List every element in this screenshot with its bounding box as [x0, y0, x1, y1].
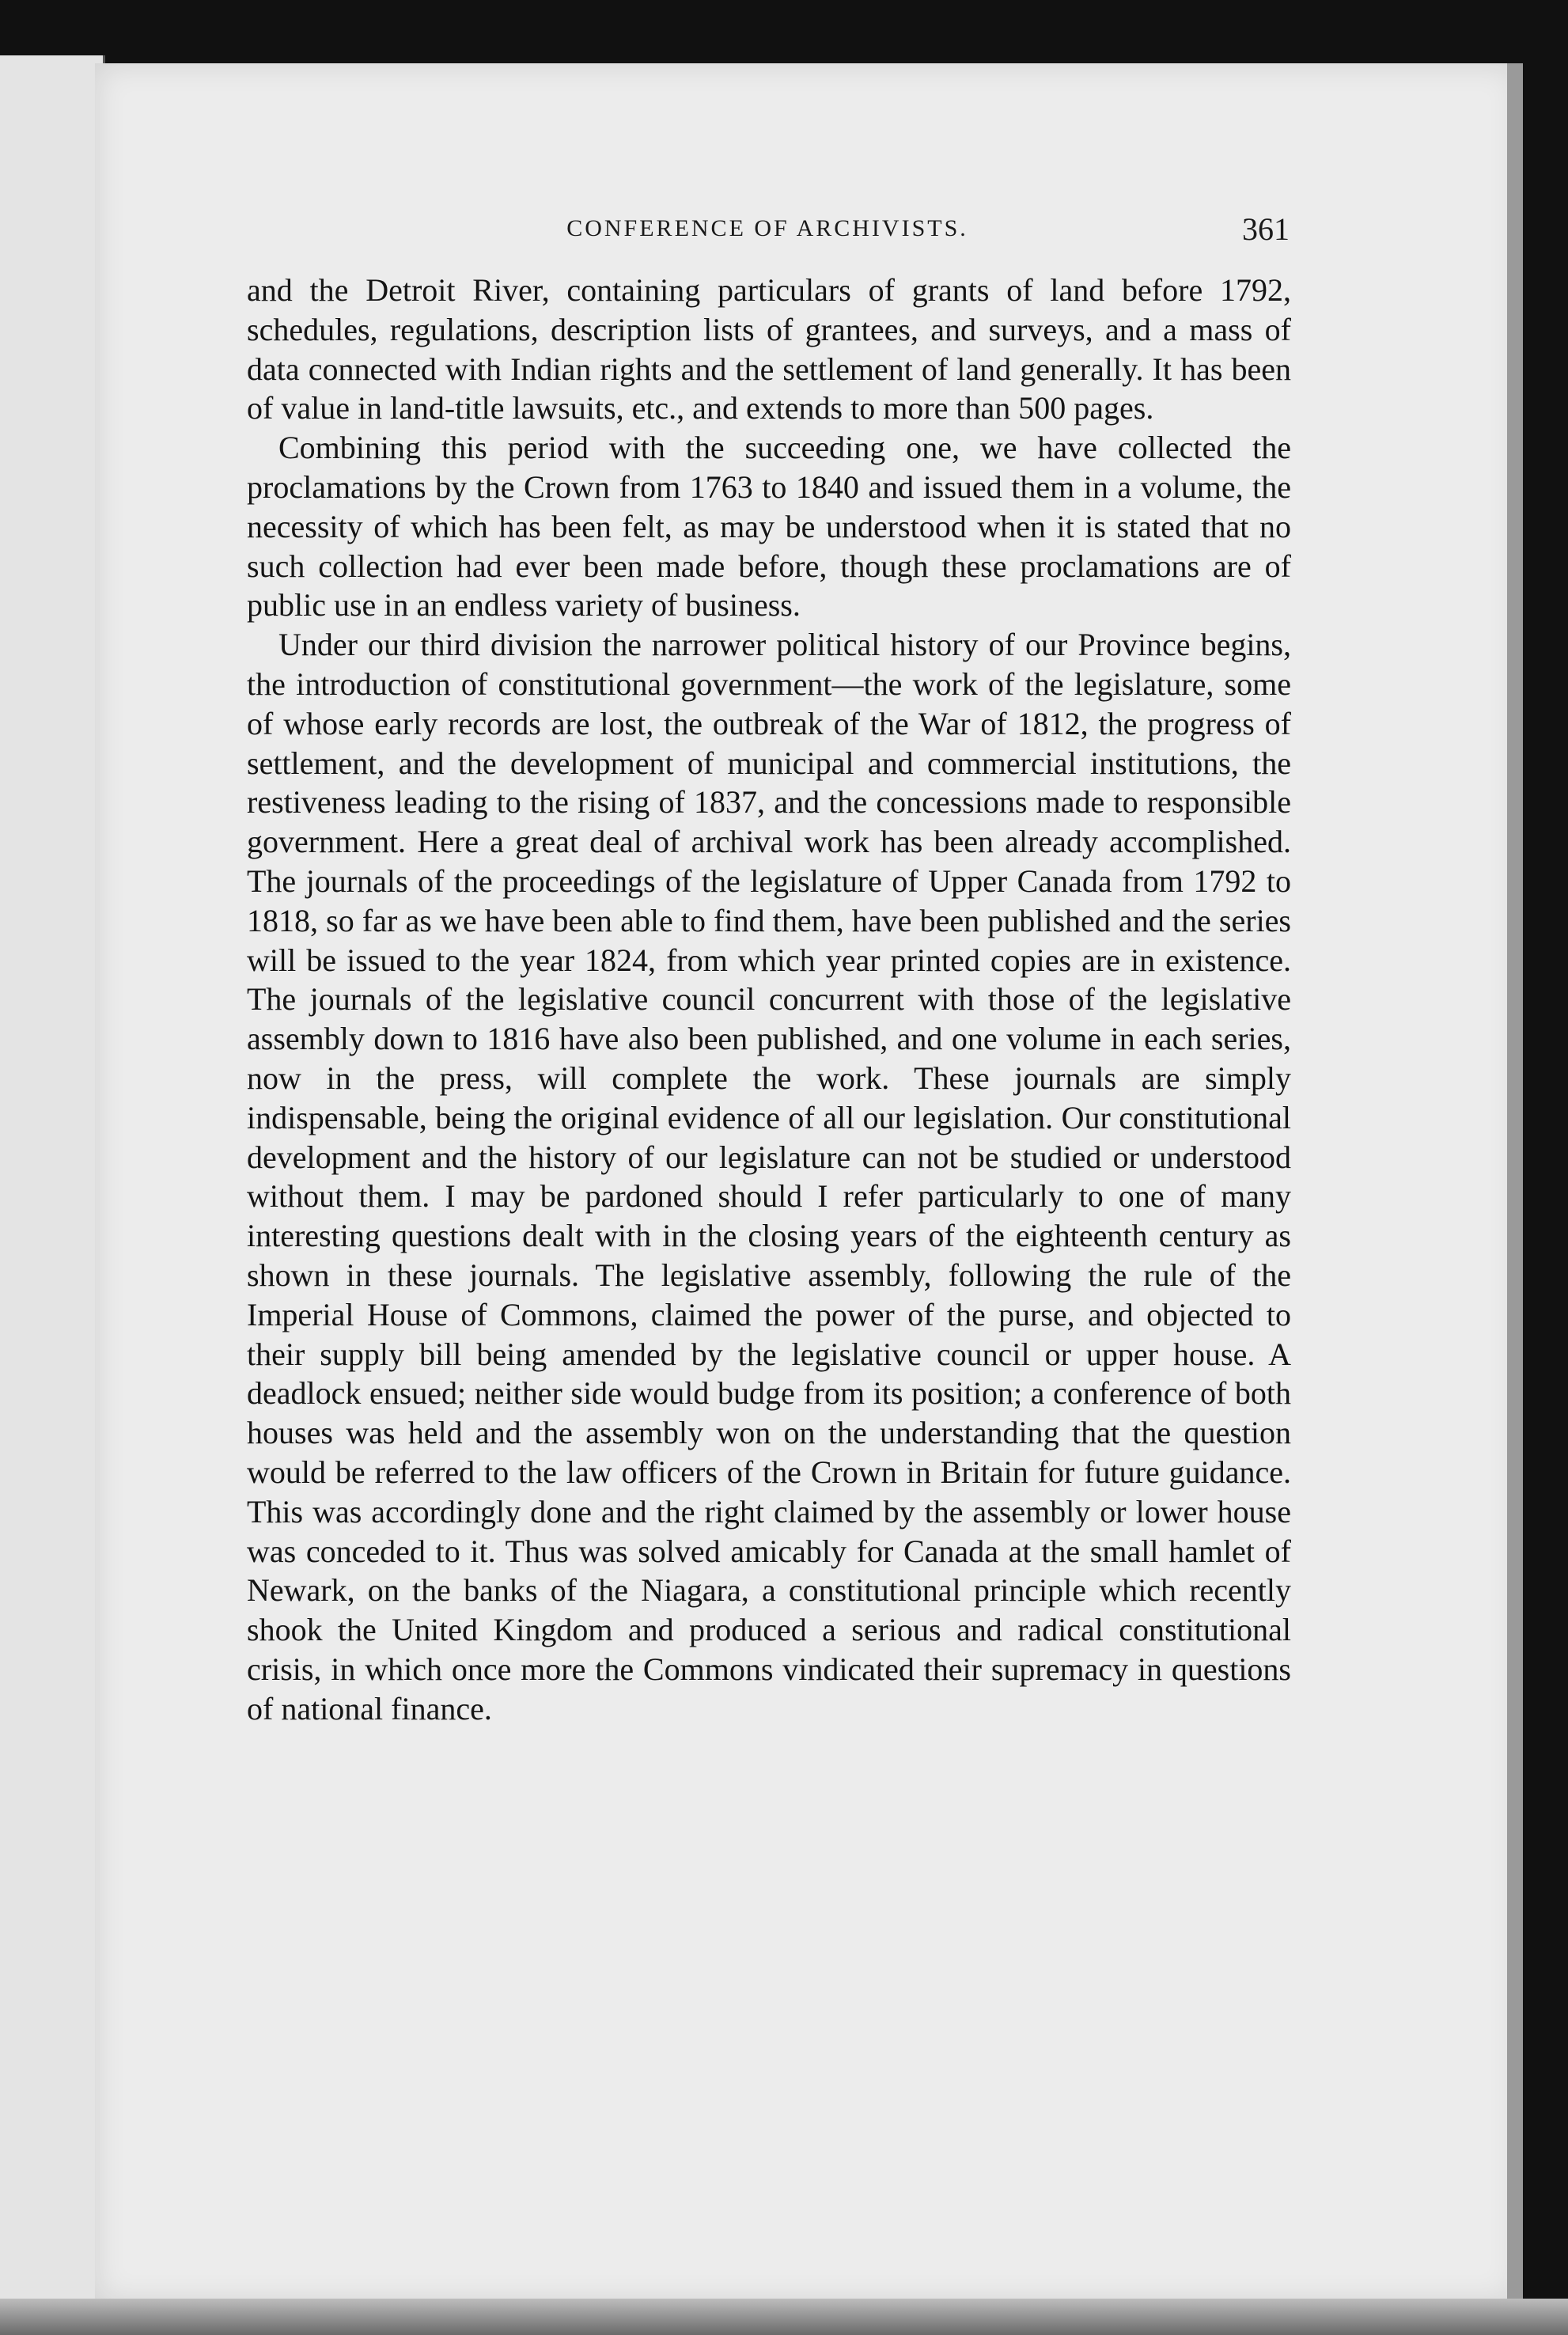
paragraph-proclamations: Combining this period with the succeeding one, we have collected the proclamations by the Crown from 1763 to 1840 and issued them in a volume, the necessity of which has been felt, as may be understood when it is stated that no such collection had ever been made before, though these proclamations are of public use in an endless variety of business. [247, 430, 1291, 624]
paragraph-continued: and the Detroit River, containing particulars of grants of land before 1792, schedules, regulations, description lists of grantees, and surveys, and a mass of data connected with Indian rights and the settlement of land generally. It has been of value in land-title lawsuits, etc., and extends to more than 500 pages. [247, 272, 1291, 426]
paragraph-third-division: Under our third division the narrower political history of our Province begins, the introduction of constitutional government—the work of the legislature, some of whose early records are lost, the outbreak of the War of 1812, the progress of settlement, and the development of municipal and commercial institutions, the restiveness leading to the rising of 1837, and the concessions made to responsible government. Here a great deal of archival work has been already accomplished. The journals of the proceedings of the legislature of Upper Canada from 1792 to 1818, so far as we have been able to find them, have been published and the series will be issued to the year 1824, from which year printed copies are in existence. The journals of the legislative council concurrent with those of the legislative assembly down to 1816 have also been published, and one volume in each series, now in the press, will complete the work. These journals are simply indispensable, being the original evidence of all our legislation. Our constitutional development and the history of our legislature can not be studied or understood without them. I may be pardoned should I refer particularly to one of many interesting questions dealt with in the closing years of the eighteenth century as shown in these journals. The legislative assembly, following the rule of the Imperial House of Commons, claimed the power of the purse, and objected to their supply bill being amended by the legislative council or upper house. A deadlock ensued; neither side would budge from its position; a conference of both houses was held and the assembly won on the understanding that the question would be referred to the law officers of the Crown in Britain for future guidance. This was accordingly done and the right claimed by the assembly or lower house was conceded to it. Thus was solved amicably for Canada at the small hamlet of Newark, on the banks of the Niagara, a constitutional principle which recently shook the United Kingdom and produced a serious and radical constitutional crisis, in which once more the Commons vindicated their supremacy in questions of national finance. [247, 627, 1291, 1727]
page-body [247, 271, 1291, 1728]
running-head: CONFERENCE OF ARCHIVISTS. [566, 215, 968, 241]
facing-page-edge [0, 55, 105, 2334]
scanner-bottom-edge [0, 2299, 1568, 2335]
page-header [245, 211, 1290, 263]
page-edge-shadow [1507, 63, 1523, 2303]
page-number: 361 [1242, 211, 1290, 247]
